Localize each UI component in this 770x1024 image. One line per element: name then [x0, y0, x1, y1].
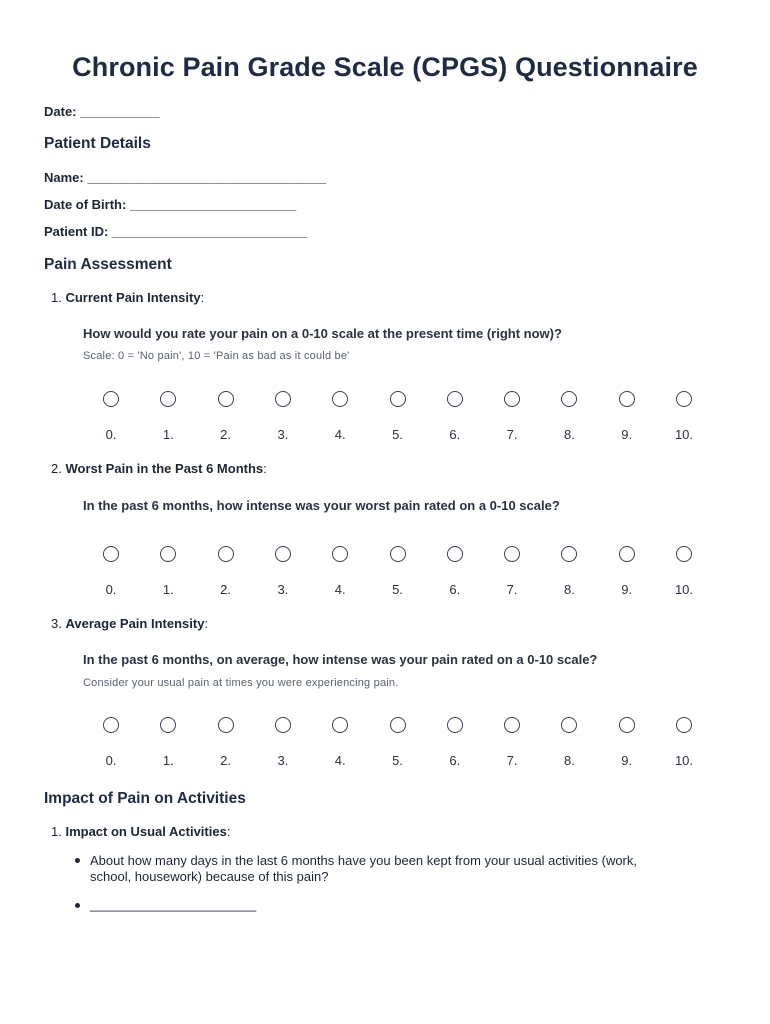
radio-option-4[interactable]: [332, 717, 348, 733]
scale-label-5: 5.: [392, 753, 403, 768]
radio-option-4[interactable]: [332, 391, 348, 407]
page-title: Chronic Pain Grade Scale (CPGS) Questionnaire: [72, 52, 698, 82]
scale-label-2: 2.: [220, 427, 232, 442]
radio-option-2[interactable]: [218, 546, 234, 562]
question-label: Worst Pain in the Past 6 Months: [65, 461, 264, 476]
scale-label-0: 0.: [105, 427, 117, 442]
question-1-heading: [51, 290, 204, 305]
radio-option-2[interactable]: [218, 391, 234, 407]
radio-option-1[interactable]: [160, 546, 176, 562]
scale-label-9: 9.: [621, 753, 633, 768]
question-2-heading: [51, 461, 267, 476]
scale-label-6: 6.: [449, 753, 461, 768]
question-number: 2.: [51, 461, 62, 476]
name-field[interactable]: Name: _________________________________: [44, 170, 326, 185]
scale-label-0: 0.: [105, 753, 117, 768]
scale-label-6: 6.: [449, 582, 461, 597]
question-number: 1.: [51, 290, 62, 305]
scale-label-10: 10.: [674, 582, 694, 597]
radio-option-1[interactable]: [160, 717, 176, 733]
question-colon: :: [263, 461, 267, 476]
question-colon: :: [204, 616, 209, 631]
scale-label-5: 5.: [392, 427, 403, 442]
radio-option-0[interactable]: [103, 717, 119, 733]
impact-question-line-1: About how many days in the last 6 months have you been kept from your usual activities (work,: [90, 853, 637, 868]
scale-label-7: 7.: [506, 753, 518, 768]
radio-option-1[interactable]: [160, 391, 176, 407]
scale-label-2: 2.: [220, 753, 232, 768]
scale-label-0: 0.: [105, 582, 117, 597]
scale-label-9: 9.: [621, 427, 633, 442]
question-1-prompt: How would you rate your pain on a 0-10 scale at the present time (right now)?: [83, 326, 562, 341]
radio-option-10[interactable]: [676, 717, 692, 733]
radio-option-2[interactable]: [218, 717, 234, 733]
radio-option-6[interactable]: [447, 546, 463, 562]
radio-option-4[interactable]: [332, 546, 348, 562]
question-number: 1.: [51, 824, 62, 839]
radio-option-3[interactable]: [275, 546, 291, 562]
date-field[interactable]: Date: ___________: [44, 104, 160, 119]
radio-option-0[interactable]: [103, 391, 119, 407]
question-1-note: Scale: 0 = 'No pain', 10 = 'Pain as bad as it could be': [83, 350, 350, 362]
question-label: Average Pain Intensity: [65, 616, 205, 631]
scale-label-5: 5.: [392, 582, 403, 597]
scale-label-8: 8.: [563, 582, 575, 597]
radio-option-10[interactable]: [676, 391, 692, 407]
impact-heading: Impact of Pain on Activities: [44, 790, 246, 807]
scale-label-6: 6.: [449, 427, 461, 442]
question-colon: :: [200, 290, 205, 305]
scale-label-7: 7.: [506, 582, 518, 597]
radio-option-3[interactable]: [275, 717, 291, 733]
scale-label-8: 8.: [563, 753, 575, 768]
radio-option-5[interactable]: [390, 391, 406, 407]
radio-option-7[interactable]: [504, 717, 520, 733]
days-answer-field[interactable]: _______________________: [90, 897, 257, 912]
radio-option-9[interactable]: [619, 717, 635, 733]
radio-option-3[interactable]: [275, 391, 291, 407]
scale-label-4: 4.: [334, 427, 346, 442]
scale-label-1: 1.: [162, 582, 174, 597]
radio-option-5[interactable]: [390, 546, 406, 562]
scale-label-3: 3.: [277, 753, 289, 768]
scale-label-3: 3.: [277, 427, 289, 442]
radio-option-0[interactable]: [103, 546, 119, 562]
question-label: Current Pain Intensity: [65, 290, 201, 305]
scale-label-1: 1.: [162, 753, 174, 768]
question-2-prompt: In the past 6 months, how intense was your worst pain rated on a 0-10 scale?: [83, 498, 560, 513]
question-3-note: Consider your usual pain at times you were experiencing pain.: [83, 677, 399, 689]
pain-assessment-heading: Pain Assessment: [44, 256, 172, 273]
question-number: 3.: [51, 616, 62, 631]
radio-option-7[interactable]: [504, 546, 520, 562]
radio-option-8[interactable]: [561, 391, 577, 407]
bullet-dot: [75, 858, 80, 863]
patient-id-field[interactable]: Patient ID: ___________________________: [44, 224, 308, 239]
scale-label-3: 3.: [277, 582, 289, 597]
scale-label-10: 10.: [674, 427, 694, 442]
question-3-heading: [51, 616, 208, 631]
radio-option-6[interactable]: [447, 391, 463, 407]
impact-question-1-heading: [51, 824, 230, 839]
scale-label-7: 7.: [506, 427, 518, 442]
question-3-prompt: In the past 6 months, on average, how intense was your pain rated on a 0-10 scale?: [83, 652, 598, 667]
radio-option-5[interactable]: [390, 717, 406, 733]
scale-label-10: 10.: [674, 753, 694, 768]
question-label: Impact on Usual Activities: [65, 824, 227, 839]
scale-label-8: 8.: [563, 427, 575, 442]
scale-label-4: 4.: [334, 582, 346, 597]
radio-option-9[interactable]: [619, 546, 635, 562]
radio-option-10[interactable]: [676, 546, 692, 562]
scale-label-1: 1.: [162, 427, 174, 442]
question-colon: :: [226, 824, 231, 839]
radio-option-8[interactable]: [561, 717, 577, 733]
radio-option-6[interactable]: [447, 717, 463, 733]
scale-label-4: 4.: [334, 753, 346, 768]
bullet-dot: [75, 903, 80, 908]
scale-label-9: 9.: [621, 582, 633, 597]
impact-question-text: [90, 853, 637, 885]
radio-option-7[interactable]: [504, 391, 520, 407]
radio-option-8[interactable]: [561, 546, 577, 562]
scale-label-2: 2.: [220, 582, 232, 597]
patient-details-heading: Patient Details: [44, 135, 151, 152]
dob-field[interactable]: Date of Birth: _______________________: [44, 197, 297, 212]
radio-option-9[interactable]: [619, 391, 635, 407]
impact-question-line-2: school, housework) because of this pain?: [90, 869, 329, 884]
